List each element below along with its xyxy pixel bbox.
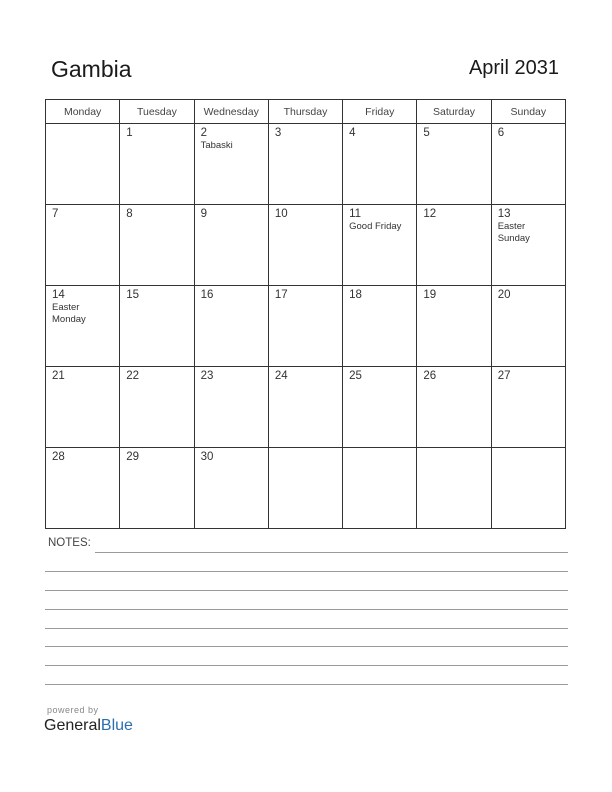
- note-line: [45, 571, 568, 572]
- generalblue-logo: [44, 717, 133, 735]
- day-number: 7: [52, 208, 59, 220]
- note-line: [45, 646, 568, 647]
- day-number: 10: [274, 208, 288, 220]
- day-number: 6: [497, 127, 505, 139]
- calendar-day-cell: [268, 124, 342, 205]
- day-number: 25: [349, 370, 362, 382]
- day-number: 20: [497, 289, 511, 301]
- calendar-day-cell: [120, 448, 194, 529]
- calendar-week-row: [46, 286, 566, 367]
- calendar-week-row: [46, 448, 566, 529]
- powered-by-label: powered by: [47, 705, 99, 715]
- calendar-day-cell: [46, 205, 120, 286]
- calendar-day-cell: [194, 205, 268, 286]
- day-number: 21: [52, 370, 65, 382]
- calendar-day-cell: [491, 286, 565, 367]
- weekday-header: Thursday: [268, 100, 342, 124]
- calendar-day-cell: [120, 286, 194, 367]
- day-number: 28: [52, 451, 65, 463]
- day-number: 17: [274, 289, 288, 301]
- day-number: 19: [423, 289, 437, 301]
- brand-blue-text: Blue: [100, 717, 133, 734]
- weekday-header: Sunday: [491, 100, 565, 124]
- note-line: [45, 684, 568, 685]
- weekday-header: Monday: [46, 100, 120, 124]
- calendar-day-cell: [194, 124, 268, 205]
- calendar-day-cell: [120, 367, 194, 448]
- calendar-day-cell: [268, 367, 342, 448]
- calendar-day-cell: [343, 205, 417, 286]
- brand-general-text: General: [44, 717, 101, 734]
- holiday-label: Tabaski: [200, 140, 233, 151]
- day-number: 1: [126, 127, 133, 139]
- calendar-day-cell: [268, 286, 342, 367]
- calendar-day-cell: [491, 205, 565, 286]
- calendar-day-cell: [417, 205, 491, 286]
- note-line: [45, 628, 568, 629]
- calendar-week-row: [46, 205, 566, 286]
- calendar-day-cell: [46, 448, 120, 529]
- calendar-day-cell: [46, 124, 120, 205]
- calendar-day-cell: [491, 124, 565, 205]
- calendar-day-cell: [491, 367, 565, 448]
- calendar-day-cell: [46, 367, 120, 448]
- calendar-day-cell: [343, 367, 417, 448]
- day-number: 4: [349, 127, 356, 139]
- day-number: 27: [497, 370, 511, 382]
- calendar-day-cell: [417, 124, 491, 205]
- calendar-country-title: Gambia: [51, 56, 132, 82]
- day-number: 24: [274, 370, 288, 382]
- holiday-label: Easter Monday: [52, 302, 86, 325]
- calendar-day-cell: [120, 124, 194, 205]
- weekday-header: Saturday: [417, 100, 491, 124]
- note-line: [45, 590, 568, 591]
- day-number: 16: [200, 289, 214, 301]
- calendar-day-cell: [491, 448, 565, 529]
- day-number: 9: [200, 208, 207, 220]
- day-number: 15: [126, 289, 140, 301]
- calendar-day-cell: [268, 448, 342, 529]
- day-number: 11: [349, 208, 362, 220]
- calendar-day-cell: [120, 205, 194, 286]
- day-number: 18: [349, 289, 362, 301]
- calendar-week-row: [46, 367, 566, 448]
- calendar-day-cell: [268, 205, 342, 286]
- weekday-header: Wednesday: [194, 100, 268, 124]
- calendar-day-cell: [194, 448, 268, 529]
- calendar-grid: [45, 99, 566, 529]
- calendar-day-cell: [343, 286, 417, 367]
- weekday-header-row: [46, 100, 566, 124]
- day-number: 29: [126, 451, 140, 463]
- calendar-day-cell: [343, 124, 417, 205]
- day-number: 14: [52, 289, 65, 301]
- note-line: [45, 609, 568, 610]
- day-number: 30: [200, 451, 214, 463]
- holiday-label: Easter Sunday: [497, 221, 530, 244]
- notes-label: NOTES:: [48, 537, 91, 549]
- calendar-month-title: April 2031: [468, 57, 559, 79]
- calendar-day-cell: [417, 367, 491, 448]
- day-number: 2: [200, 127, 207, 139]
- day-number: 5: [423, 127, 430, 139]
- calendar-day-cell: [417, 448, 491, 529]
- holiday-label: Good Friday: [349, 221, 402, 232]
- day-number: 13: [497, 208, 511, 220]
- weekday-header: Tuesday: [120, 100, 194, 124]
- calendar-day-cell: [194, 286, 268, 367]
- day-number: 8: [126, 208, 133, 220]
- note-line: [95, 552, 568, 553]
- day-number: 3: [274, 127, 282, 139]
- day-number: 22: [126, 370, 140, 382]
- weekday-header: Friday: [343, 100, 417, 124]
- day-number: 23: [200, 370, 214, 382]
- day-number: 12: [423, 208, 437, 220]
- calendar-day-cell: [417, 286, 491, 367]
- note-line: [45, 665, 568, 666]
- calendar-day-cell: [343, 448, 417, 529]
- calendar-week-row: [46, 124, 566, 205]
- calendar-day-cell: [46, 286, 120, 367]
- day-number: 26: [423, 370, 437, 382]
- calendar-day-cell: [194, 367, 268, 448]
